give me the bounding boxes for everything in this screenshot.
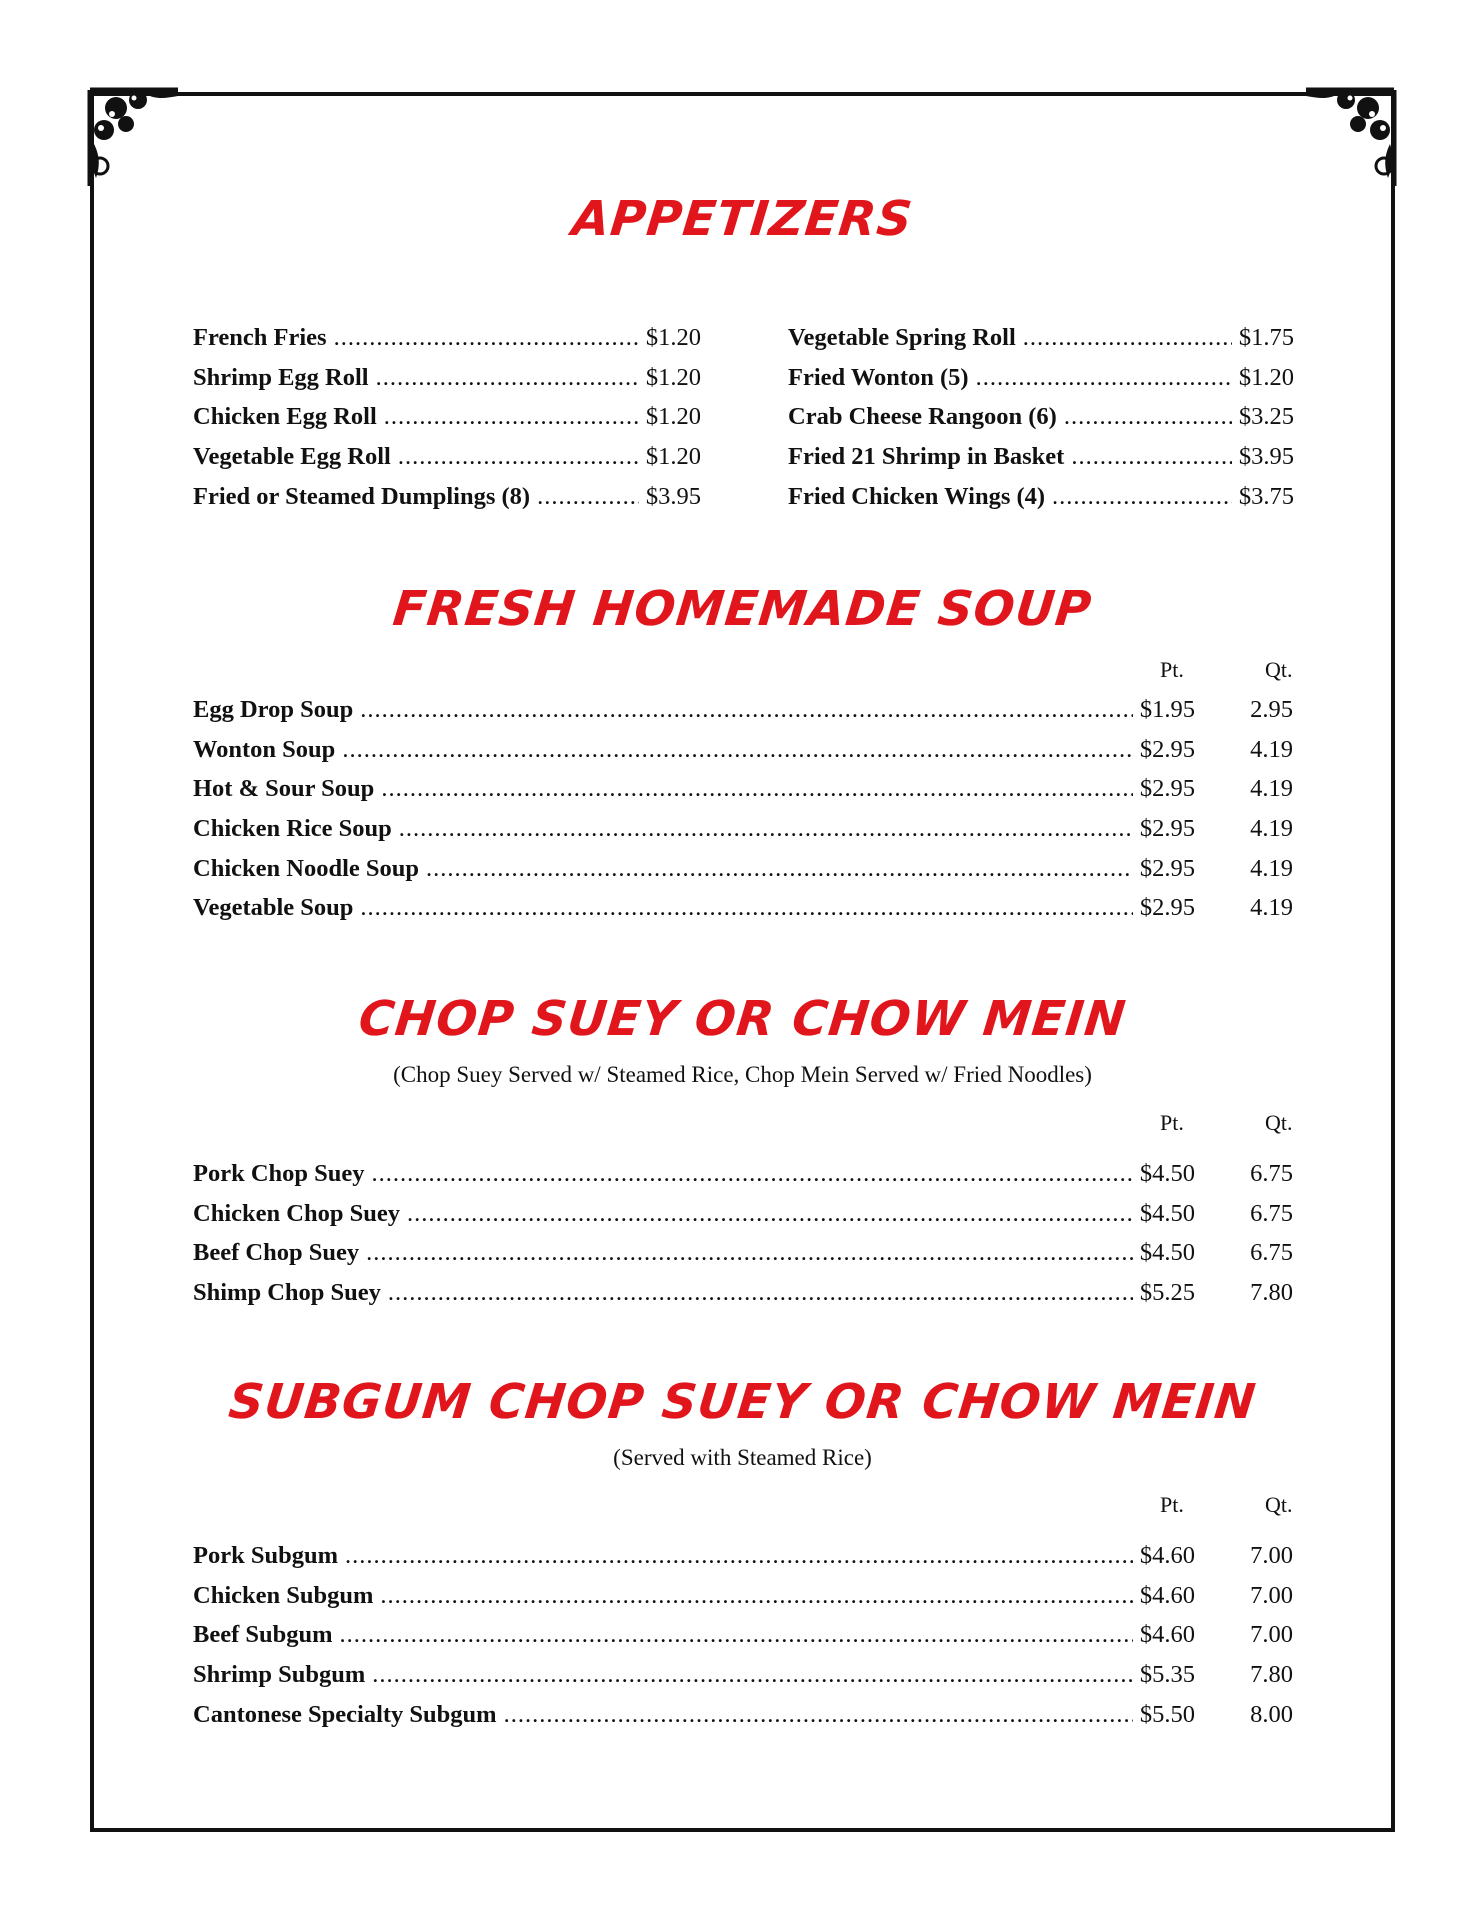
item-price: $1.20 — [645, 443, 701, 471]
menu-item — [193, 403, 701, 443]
menu-item — [193, 1582, 1293, 1622]
menu-item — [193, 894, 1293, 934]
item-quart-price: 7.00 — [1250, 1621, 1293, 1649]
dot-leader — [399, 815, 1133, 843]
item-name: Chicken Rice Soup — [193, 815, 392, 843]
item-name: Pork Chop Suey — [193, 1160, 365, 1187]
menu-item — [193, 1542, 1293, 1582]
item-name: Wonton Soup — [193, 735, 336, 763]
item-price: $3.95 — [645, 482, 701, 510]
item-quart-price: 4.19 — [1250, 894, 1293, 922]
item-price: $3.75 — [1238, 482, 1294, 510]
dot-leader — [537, 483, 639, 511]
item-pint-price: $5.25 — [1139, 1279, 1195, 1307]
menu-item — [788, 364, 1294, 404]
item-quart-price: 2.95 — [1250, 696, 1293, 723]
dot-leader — [1052, 483, 1232, 511]
dot-leader — [384, 403, 639, 431]
menu-item — [193, 324, 701, 364]
item-name: Vegetable Soup — [193, 894, 354, 922]
item-name: Fried or Steamed Dumplings (8) — [193, 482, 531, 510]
item-name: Chicken Egg Roll — [193, 403, 377, 431]
item-pint-price: $2.95 — [1139, 815, 1195, 843]
item-price: $1.20 — [1238, 363, 1294, 391]
dot-leader — [376, 364, 639, 392]
item-price: $1.20 — [645, 363, 701, 391]
soup-pint-header: Pt. — [1160, 657, 1184, 682]
item-price: $1.20 — [645, 403, 701, 431]
dot-leader — [1023, 324, 1232, 352]
subgum-heading: SUBGUM CHOP SUEY OR CHOW MEIN — [226, 1374, 1259, 1430]
appetizers-right-list — [788, 324, 1294, 522]
appetizers-heading: APPETIZERS — [569, 191, 916, 247]
menu-item — [193, 443, 701, 483]
item-name: Chicken Chop Suey — [193, 1199, 400, 1227]
subgum-pint-header: Pt. — [1160, 1492, 1184, 1517]
item-name: Pork Subgum — [193, 1542, 339, 1569]
item-pint-price: $4.50 — [1139, 1160, 1195, 1187]
chop-suey-list — [193, 1160, 1293, 1319]
item-quart-price: 6.75 — [1250, 1160, 1293, 1187]
item-quart-price: 4.19 — [1250, 735, 1293, 763]
dot-leader — [345, 1542, 1133, 1570]
item-name: Beef Chop Suey — [193, 1239, 360, 1267]
menu-item — [193, 1621, 1293, 1661]
item-quart-price: 8.00 — [1250, 1700, 1293, 1728]
menu-item — [788, 403, 1294, 443]
item-pint-price: $4.50 — [1139, 1239, 1195, 1267]
menu-item — [193, 1239, 1293, 1279]
item-quart-price: 4.19 — [1250, 815, 1293, 843]
item-name: Hot & Sour Soup — [193, 775, 375, 803]
chop-suey-quart-header: Qt. — [1265, 1110, 1293, 1135]
item-name: Vegetable Egg Roll — [193, 443, 391, 471]
item-pint-price: $2.95 — [1139, 854, 1195, 882]
dot-leader — [1064, 403, 1232, 431]
item-pint-price: $5.35 — [1139, 1661, 1195, 1689]
item-name: Shrimp Egg Roll — [193, 363, 369, 391]
menu-item — [193, 1160, 1293, 1200]
menu-item — [193, 696, 1293, 736]
item-quart-price: 7.80 — [1250, 1661, 1293, 1689]
item-pint-price: $2.95 — [1139, 775, 1195, 803]
item-quart-price: 6.75 — [1250, 1239, 1293, 1267]
chop-suey-pint-header: Pt. — [1160, 1110, 1184, 1135]
item-name: Egg Drop Soup — [193, 696, 354, 723]
dot-leader — [334, 324, 639, 352]
item-name: Fried Wonton (5) — [788, 363, 969, 391]
item-quart-price: 7.00 — [1250, 1581, 1293, 1609]
dot-leader — [340, 1621, 1133, 1649]
dot-leader — [372, 1661, 1133, 1689]
item-pint-price: $4.60 — [1139, 1581, 1195, 1609]
dot-leader — [1071, 443, 1232, 471]
dot-leader — [360, 894, 1132, 922]
item-quart-price: 4.19 — [1250, 775, 1293, 803]
item-name: Fried Chicken Wings (4) — [788, 482, 1046, 510]
dot-leader — [426, 855, 1133, 883]
item-pint-price: $1.95 — [1139, 696, 1195, 723]
menu-item — [788, 324, 1294, 364]
appetizers-left-list — [193, 324, 701, 522]
item-pint-price: $4.60 — [1139, 1542, 1195, 1569]
menu-item — [193, 483, 701, 523]
item-name: Shimp Chop Suey — [193, 1279, 381, 1307]
item-pint-price: $5.50 — [1139, 1700, 1195, 1728]
dot-leader — [360, 696, 1133, 724]
chop-suey-heading: CHOP SUEY OR CHOW MEIN — [356, 991, 1129, 1047]
item-pint-price: $4.50 — [1139, 1199, 1195, 1227]
item-quart-price: 6.75 — [1250, 1199, 1293, 1227]
item-price: $1.20 — [645, 324, 701, 351]
dot-leader — [976, 364, 1232, 392]
item-pint-price: $2.95 — [1139, 735, 1195, 763]
item-price: $3.25 — [1238, 403, 1294, 431]
menu-item — [193, 815, 1293, 855]
subgum-quart-header: Qt. — [1265, 1492, 1293, 1517]
chop-suey-subtitle: (Chop Suey Served w/ Steamed Rice, Chop Mein Served w/ Fried Noodles) — [393, 1062, 1092, 1087]
item-name: Chicken Subgum — [193, 1581, 374, 1609]
item-name: Shrimp Subgum — [193, 1661, 366, 1689]
dot-leader — [398, 443, 639, 471]
dot-leader — [372, 1160, 1133, 1188]
subgum-subtitle: (Served with Steamed Rice) — [613, 1445, 872, 1470]
item-name: Fried 21 Shrimp in Basket — [788, 443, 1065, 471]
item-name: French Fries — [193, 324, 327, 351]
dot-leader — [388, 1279, 1133, 1307]
menu-item — [193, 775, 1293, 815]
item-name: Chicken Noodle Soup — [193, 854, 420, 882]
menu-item — [788, 483, 1294, 523]
item-price: $1.75 — [1238, 324, 1294, 351]
menu-item — [193, 1279, 1293, 1319]
soup-list — [193, 696, 1293, 934]
dot-leader — [381, 775, 1133, 803]
item-quart-price: 4.19 — [1250, 854, 1293, 882]
dot-leader — [342, 736, 1133, 764]
menu-item — [193, 855, 1293, 895]
floral-corner-icon — [1302, 86, 1398, 198]
floral-corner-icon — [86, 86, 182, 198]
item-name: Cantonese Specialty Subgum — [193, 1700, 497, 1728]
soup-heading: FRESH HOMEMADE SOUP — [390, 581, 1095, 637]
item-quart-price: 7.00 — [1250, 1542, 1293, 1569]
item-pint-price: $2.95 — [1139, 894, 1195, 922]
dot-leader — [366, 1239, 1133, 1267]
menu-item — [193, 1661, 1293, 1701]
item-name: Beef Subgum — [193, 1621, 333, 1649]
item-name: Vegetable Spring Roll — [788, 324, 1016, 351]
menu-item — [193, 736, 1293, 776]
dot-leader — [504, 1701, 1133, 1729]
dot-leader — [407, 1200, 1133, 1228]
menu-item — [193, 1701, 1293, 1741]
item-quart-price: 7.80 — [1250, 1279, 1293, 1307]
item-pint-price: $4.60 — [1139, 1621, 1195, 1649]
item-name: Crab Cheese Rangoon (6) — [788, 403, 1057, 431]
dot-leader — [380, 1582, 1132, 1610]
menu-item — [193, 1200, 1293, 1240]
item-price: $3.95 — [1238, 443, 1294, 471]
soup-quart-header: Qt. — [1265, 657, 1293, 682]
menu-item — [193, 364, 701, 404]
menu-item — [788, 443, 1294, 483]
subgum-list — [193, 1542, 1293, 1740]
